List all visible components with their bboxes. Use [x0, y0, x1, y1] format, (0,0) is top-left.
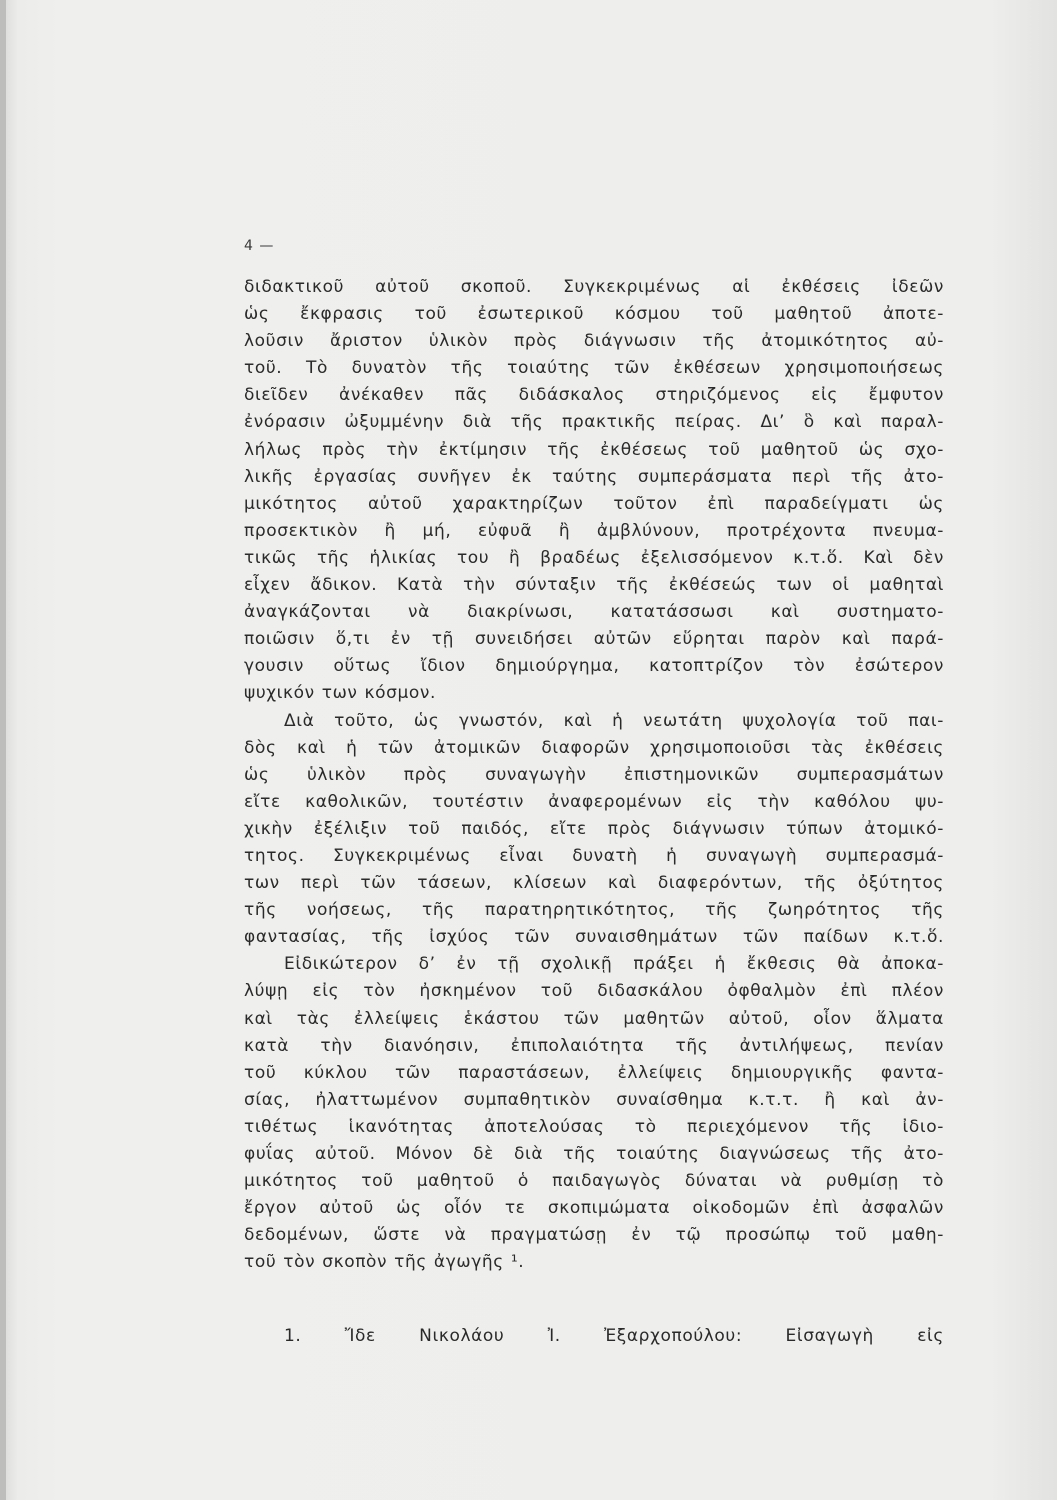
text-line: ὡς ὑλικὸν πρὸς συναγωγὴν ἐπιστημονικῶν συμπερασμάτων — [244, 764, 944, 785]
text-line: των περὶ τῶν τάσεων, κλίσεων καὶ διαφερόντων, τῆς ὀξύτητος — [244, 873, 944, 894]
text-line: σίας, ἠλαττωμένον συμπαθητικὸν συναίσθημα κ.τ.τ. ἢ καὶ ἀν- — [244, 1089, 944, 1110]
text-line: ἀναγκάζονται νὰ διακρίνωσι, κατατάσσωσι καὶ συστηματο- — [244, 602, 944, 623]
text-line: τοῦ τὸν σκοπὸν τῆς ἀγωγῆς ¹. — [244, 1252, 525, 1273]
text-line: κατὰ τὴν διανόησιν, ἐπιπολαιότητα τῆς ἀντιλήψεως, πενίαν — [244, 1035, 944, 1056]
text-line: τῆς νοήσεως, τῆς παρατηρητικότητος, τῆς ζωηρότητος τῆς — [244, 900, 944, 921]
text-line: δὸς καὶ ἡ τῶν ἀτομικῶν διαφορῶν χρησιμοποιοῦσι τὰς ἐκθέσεις — [244, 737, 944, 758]
text-line: Διὰ τοῦτο, ὡς γνωστόν, καὶ ἡ νεωτάτη ψυχολογία τοῦ παι- — [284, 710, 944, 731]
text-line: μικότητος αὐτοῦ χαρακτηρίζων τοῦτον ἐπὶ παραδείγματι ὡς — [244, 493, 944, 514]
text-line: εἶχεν ἄδικον. Κατὰ τὴν σύνταξιν τῆς ἐκθέσεώς των οἱ μαθηταὶ — [244, 575, 944, 596]
text-line: φαντασίας, τῆς ἰσχύος τῶν συναισθημάτων τῶν παίδων κ.τ.ὅ. — [244, 927, 944, 948]
text-line: γουσιν οὕτως ἴδιον δημιούργημα, κατοπτρίζον τὸν ἐσώτερον — [244, 656, 944, 677]
text-line: ἐνόρασιν ὠξυμμένην διὰ τῆς πρακτικῆς πείρας. Δι’ ὃ καὶ παραλ- — [244, 412, 944, 433]
text-line: λικῆς ἐργασίας συνῆγεν ἐκ ταύτης συμπεράσματα περὶ τῆς ἀτο- — [244, 466, 944, 487]
text-line: λήλως πρὸς τὴν ἐκτίμησιν τῆς ἐκθέσεως τοῦ μαθητοῦ ὡς σχο- — [244, 439, 944, 460]
text-line: διεῖδεν ἀνέκαθεν πᾶς διδάσκαλος στηριζόμενος εἰς ἔμφυτον — [244, 385, 944, 406]
text-line: τικῶς τῆς ἡλικίας του ἢ βραδέως ἐξελισσόμενον κ.τ.ὅ. Καὶ δὲν — [244, 547, 944, 568]
text-line: λύψῃ εἰς τὸν ἠσκημένον τοῦ διδασκάλου ὀφθαλμὸν ἐπὶ πλέον — [244, 981, 944, 1002]
text-line: φυΐας αὐτοῦ. Μόνον δὲ διὰ τῆς τοιαύτης διαγνώσεως τῆς ἀτο- — [244, 1144, 944, 1164]
text-line: Εἰδικώτερον δ’ ἐν τῇ σχολικῇ πράξει ἡ ἔκθεσις θὰ ἀποκα- — [284, 954, 944, 975]
text-line: ψυχικόν των κόσμον. — [244, 683, 437, 704]
body-text — [244, 274, 944, 1276]
text-line: τοῦ κύκλου τῶν παραστάσεων, ἐλλείψεις δημιουργικῆς φαντα- — [244, 1062, 944, 1083]
text-line: χικὴν ἐξέλιξιν τοῦ παιδός, εἴτε πρὸς διάγνωσιν τύπων ἀτομικό- — [244, 818, 944, 839]
text-line: δεδομένων, ὥστε νὰ πραγματώσῃ ἐν τῷ προσώπῳ τοῦ μαθη- — [244, 1225, 944, 1246]
text-line: τιθέτως ἱκανότητας ἀποτελούσας τὸ περιεχόμενον τῆς ἰδιο- — [244, 1116, 944, 1137]
footnote: 1. Ἴδε Νικολάου Ἰ. Ἐξαρχοπούλου: Εἰσαγωγὴ εἰς — [284, 1326, 944, 1346]
text-line: ποιῶσιν ὅ,τι ἐν τῇ συνειδήσει αὐτῶν εὕρηται παρὸν καὶ παρά- — [244, 629, 944, 650]
text-line: ἔργον αὐτοῦ ὡς οἷόν τε σκοπιμώματα οἰκοδομῶν ἐπὶ ἀσφαλῶν — [244, 1198, 944, 1219]
text-line: τητος. Συγκεκριμένως εἶναι δυνατὴ ἡ συναγωγὴ συμπερασμά- — [244, 845, 944, 866]
text-line: ὡς ἔκφρασις τοῦ ἐσωτερικοῦ κόσμου τοῦ μαθητοῦ ἀποτε- — [244, 304, 944, 325]
text-line: λοῦσιν ἄριστον ὑλικὸν πρὸς διάγνωσιν τῆς ἀτομικότητος αὐ- — [244, 331, 944, 352]
text-line: προσεκτικὸν ἢ μή, εὐφυᾶ ἢ ἀμβλύνουν, προτρέχοντα πνευμα- — [244, 520, 944, 541]
text-line: εἴτε καθολικῶν, τουτέστιν ἀναφερομένων εἰς τὴν καθόλου ψυ- — [244, 791, 944, 812]
text-line: καὶ τὰς ἐλλείψεις ἑκάστου τῶν μαθητῶν αὐτοῦ, οἷον ἅλματα — [244, 1008, 944, 1029]
page-number: 4 — — [244, 238, 275, 254]
text-line: διδακτικοῦ αὐτοῦ σκοποῦ. Συγκεκριμένως αἱ ἐκθέσεις ἰδεῶν — [244, 277, 944, 297]
text-line: τοῦ. Τὸ δυνατὸν τῆς τοιαύτης τῶν ἐκθέσεων χρησιμοποιήσεως — [244, 358, 944, 379]
page-binding-edge — [0, 0, 6, 1500]
text-line: μικότητος τοῦ μαθητοῦ ὁ παιδαγωγὸς δύναται νὰ ρυθμίσῃ τὸ — [244, 1171, 944, 1192]
